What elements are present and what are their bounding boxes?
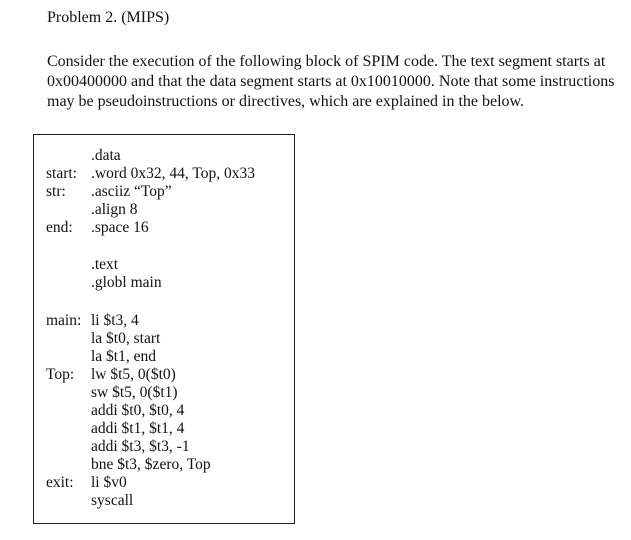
- code-line-lw: lw $t5, 0($t0): [91, 366, 176, 383]
- code-line-asciiz: .asciiz “Top”: [91, 183, 172, 200]
- code-line-space: .space 16: [91, 219, 149, 236]
- code-line-li-t3: li $t3, 4: [91, 312, 139, 329]
- problem-title: Problem 2. (MIPS): [47, 9, 170, 26]
- code-line-align: .align 8: [91, 201, 138, 218]
- label-start: start:: [46, 165, 77, 182]
- code-line-bne: bne $t3, $zero, Top: [91, 456, 211, 473]
- code-line-addi-t0: addi $t0, $t0, 4: [91, 402, 185, 419]
- code-line-sw: sw $t5, 0($t1): [91, 384, 178, 401]
- code-line-li-v0: li $v0: [91, 474, 127, 491]
- description-line: Consider the execution of the following block of SPIM code. The text segment starts at: [47, 53, 606, 70]
- label-exit: exit:: [46, 474, 74, 491]
- code-line-text: .text: [91, 256, 119, 273]
- code-line-la-t1: la $t1, end: [91, 348, 156, 365]
- code-listing: [33, 134, 295, 524]
- problem-description: [47, 52, 622, 112]
- label-top: Top:: [46, 366, 75, 383]
- code-line-data: .data: [91, 147, 121, 164]
- code-line-syscall: syscall: [91, 492, 134, 509]
- code-line-addi-t3: addi $t3, $t3, -1: [91, 438, 190, 455]
- code-line-word: .word 0x32, 44, Top, 0x33: [91, 165, 255, 182]
- code-line-addi-t1: addi $t1, $t1, 4: [91, 420, 185, 437]
- description-line: may be pseudoinstructions or directives, which are explained in the below.: [47, 93, 525, 110]
- label-main: main:: [46, 312, 82, 329]
- label-str: str:: [46, 183, 66, 200]
- code-line-la-t0: la $t0, start: [91, 330, 161, 347]
- label-end: end:: [46, 219, 73, 236]
- code-line-globl: .globl main: [91, 274, 162, 291]
- description-line: 0x00400000 and that the data segment starts at 0x10010000. Note that some instructions: [47, 73, 615, 90]
